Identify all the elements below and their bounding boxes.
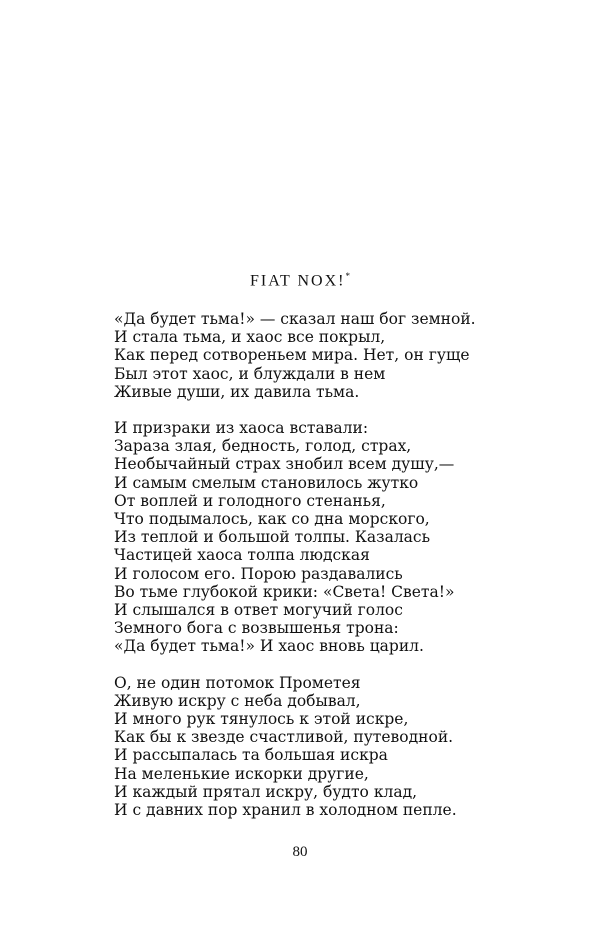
poem-line: Земного бога с возвышенья трона: xyxy=(114,619,399,638)
poem-line: Живые души, их давила тьма. xyxy=(114,382,360,401)
poem-line: И слышался в ответ могучий голос xyxy=(114,601,403,620)
poem-line: От воплей и голодного стенанья, xyxy=(114,491,386,510)
footnote-mark: * xyxy=(345,271,350,281)
poem-line: И голосом его. Порою раздавались xyxy=(114,564,403,583)
poem-line: О, не один потомок Прометея xyxy=(114,673,361,692)
poem-line: И призраки из хаоса вставали: xyxy=(114,419,369,438)
poem-line: Был этот хаос, и блуждали в нем xyxy=(114,364,386,383)
poem-line: Частицей хаоса толпа людская xyxy=(114,546,370,565)
stanza xyxy=(114,419,514,656)
poem-line: Необычайный страх знобил всем душу,— xyxy=(114,455,455,474)
poem-title-text: FIAT NOX! xyxy=(250,272,346,290)
poem-line: И каждый прятал искру, будто клад, xyxy=(114,782,418,801)
poem-line: «Да будет тьма!» — сказал наш бог земной. xyxy=(114,310,476,328)
poem-line: И с давних пор хранил в холодном пепле. xyxy=(114,801,457,820)
poem-line: И много рук тянулось к этой искре, xyxy=(114,710,409,729)
poem-body xyxy=(114,310,514,837)
poem-line: «Да будет тьма!» И хаос вновь царил. xyxy=(114,637,424,656)
stanza xyxy=(114,310,514,401)
poem-line: Из теплой и большой толпы. Казалась xyxy=(114,528,431,547)
stanza xyxy=(114,674,514,820)
poem-line: Зараза злая, бедность, голод, страх, xyxy=(114,437,412,456)
page-number: 80 xyxy=(292,844,308,860)
poem-line: Во тьме глубокой крики: «Света! Света!» xyxy=(114,582,455,601)
poem-line: Что подымалось, как со дна морского, xyxy=(114,510,430,529)
poem-line: Как перед сотвореньем мира. Нет, он гуще xyxy=(114,346,470,365)
poem-line: И стала тьма, и хаос все покрыл, xyxy=(114,328,386,347)
poem-line: Как бы к звезде счастливой, путеводной. xyxy=(114,728,454,747)
poem-line: И рассыпалась та большая искра xyxy=(114,746,388,765)
poem-line: И самым смелым становилось жутко xyxy=(114,473,419,492)
poem-title xyxy=(0,271,600,290)
poem-line: Живую искру с неба добывал, xyxy=(114,691,361,710)
poem-line: На меленькие искорки другие, xyxy=(114,764,369,783)
